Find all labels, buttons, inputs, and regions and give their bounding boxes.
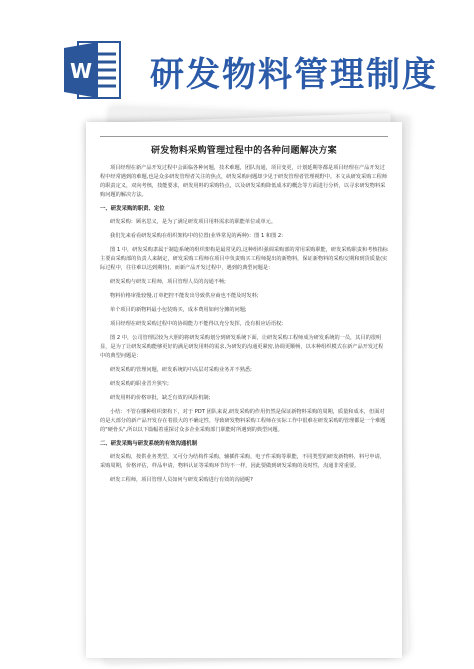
document-title: 研发物料采购管理过程中的各种问题解决方案 xyxy=(150,146,337,156)
paragraph: 研发采购与研发工程师，项目管理人员的沟通不畅; xyxy=(110,279,226,285)
paragraph: 物料价格审批较慢,订单把控不能发出导致供应商也不能及时发料; xyxy=(110,293,259,299)
paragraph: 研发采购的管理问题，研发系统的中高层对采购业务并不熟悉; xyxy=(110,367,252,373)
paragraph: 研发采购的职业晋升狭窄; xyxy=(110,381,169,387)
paragraph: 单个项目的新物料最小包装购买，成本费用如何分摊的问题; xyxy=(110,307,247,313)
paragraph: 我们先来看看研发采购在组织架构中的位置(业界常见的两种)：图 1 和图 2: xyxy=(110,233,283,239)
document-page xyxy=(86,122,402,658)
banner-title: 研发物料管理制度 xyxy=(150,55,438,95)
paragraph: 小结：不管在哪种组织架构下，对于 PDT 团队来说,研发采购的作用仍然是保证新物料采购的周期，质量和成本，但面对的是大部分的新产品开发存在着很大的不确定性，导致研发物料采购工程师在实际工作中很难在研发采购的管理都是一个难题的"硬骨头",所以以下篇幅着重探讨众多企业采购部门职能时所遇到的典型问题。 xyxy=(100,409,386,433)
paragraph: 项目经理在新产品开发过程中会面临各种问题，技术难题，团队沟通，项目变更，计划延期等都是项目经理在产品开发过程中经常遇到的难题,也是众多研发管理者关注的焦点，研发采购问题却少见于研发管理者管理视野中。本文从研发采购工程师的职责定义，双向考核，技能要求，研发用料的采购特点，以及研发采购降低成本的概念等方面进行分析，以寻求研发物料采购问题的解决方法。 xyxy=(100,165,387,198)
header-rule xyxy=(100,136,388,137)
paragraph: 图 1 中，研发采购隶属于制造系统的组织架构是最常见的,这种组织强调采购部的常用采购职能，研发采购职责和考核指标主要由采购部的负责人来制定，研发采购工程师在项目中负责购买工程师提出的新物料，保证新物料的采购交期和到货质量(实际过程中，往往难以达到期待)，而新产品开发过程中，遇到的典型问题是： xyxy=(100,247,388,271)
section-heading: 二、研发采购与研发系统的有效沟通机制 xyxy=(100,441,198,447)
paragraph: 研发采购，按供业务类型，又可分为结构件采购，辅插件采购，电子件采购等职能，不同类型的研发新物料，料号申请，采购周期，价格评估，样品申请，物料认证等采购环节均不一样，因此要做到研发采购的及时性，沟通非常重要。 xyxy=(100,454,385,469)
paragraph: 研发工程师，项目管理人员如何与研发采购进行有效的沟通呢? xyxy=(110,477,253,483)
paragraph: 图 2 中，公司管理层较为大胆的将研发采购划分到研发系统下面，让研发采购工程师成为研发系统的一员，其目的很明显，是为了让研发采购能够更好的满足研发用料的需求,为研发的沟通更紧密,协调更顺畅，以本种组织模式在新产品开发过程中的典型问题是： xyxy=(100,335,384,359)
paragraph: 项目经理在研发采购过程中的协调能力不能得以充分发挥，没有相应话语权; xyxy=(110,321,283,327)
paragraph: 研发用料的价格审批，缺乏有效的风险机制; xyxy=(110,395,211,401)
word-icon-letter: W xyxy=(69,59,93,83)
paragraph: 研发采购：顾名思义，是为了满足研发项目用料需求的职能单位或单元。 xyxy=(110,219,277,225)
document-body xyxy=(100,164,388,485)
word-icon xyxy=(64,38,122,102)
section-heading: 一、研发采购的职责、定位 xyxy=(100,206,165,212)
banner xyxy=(0,0,474,110)
